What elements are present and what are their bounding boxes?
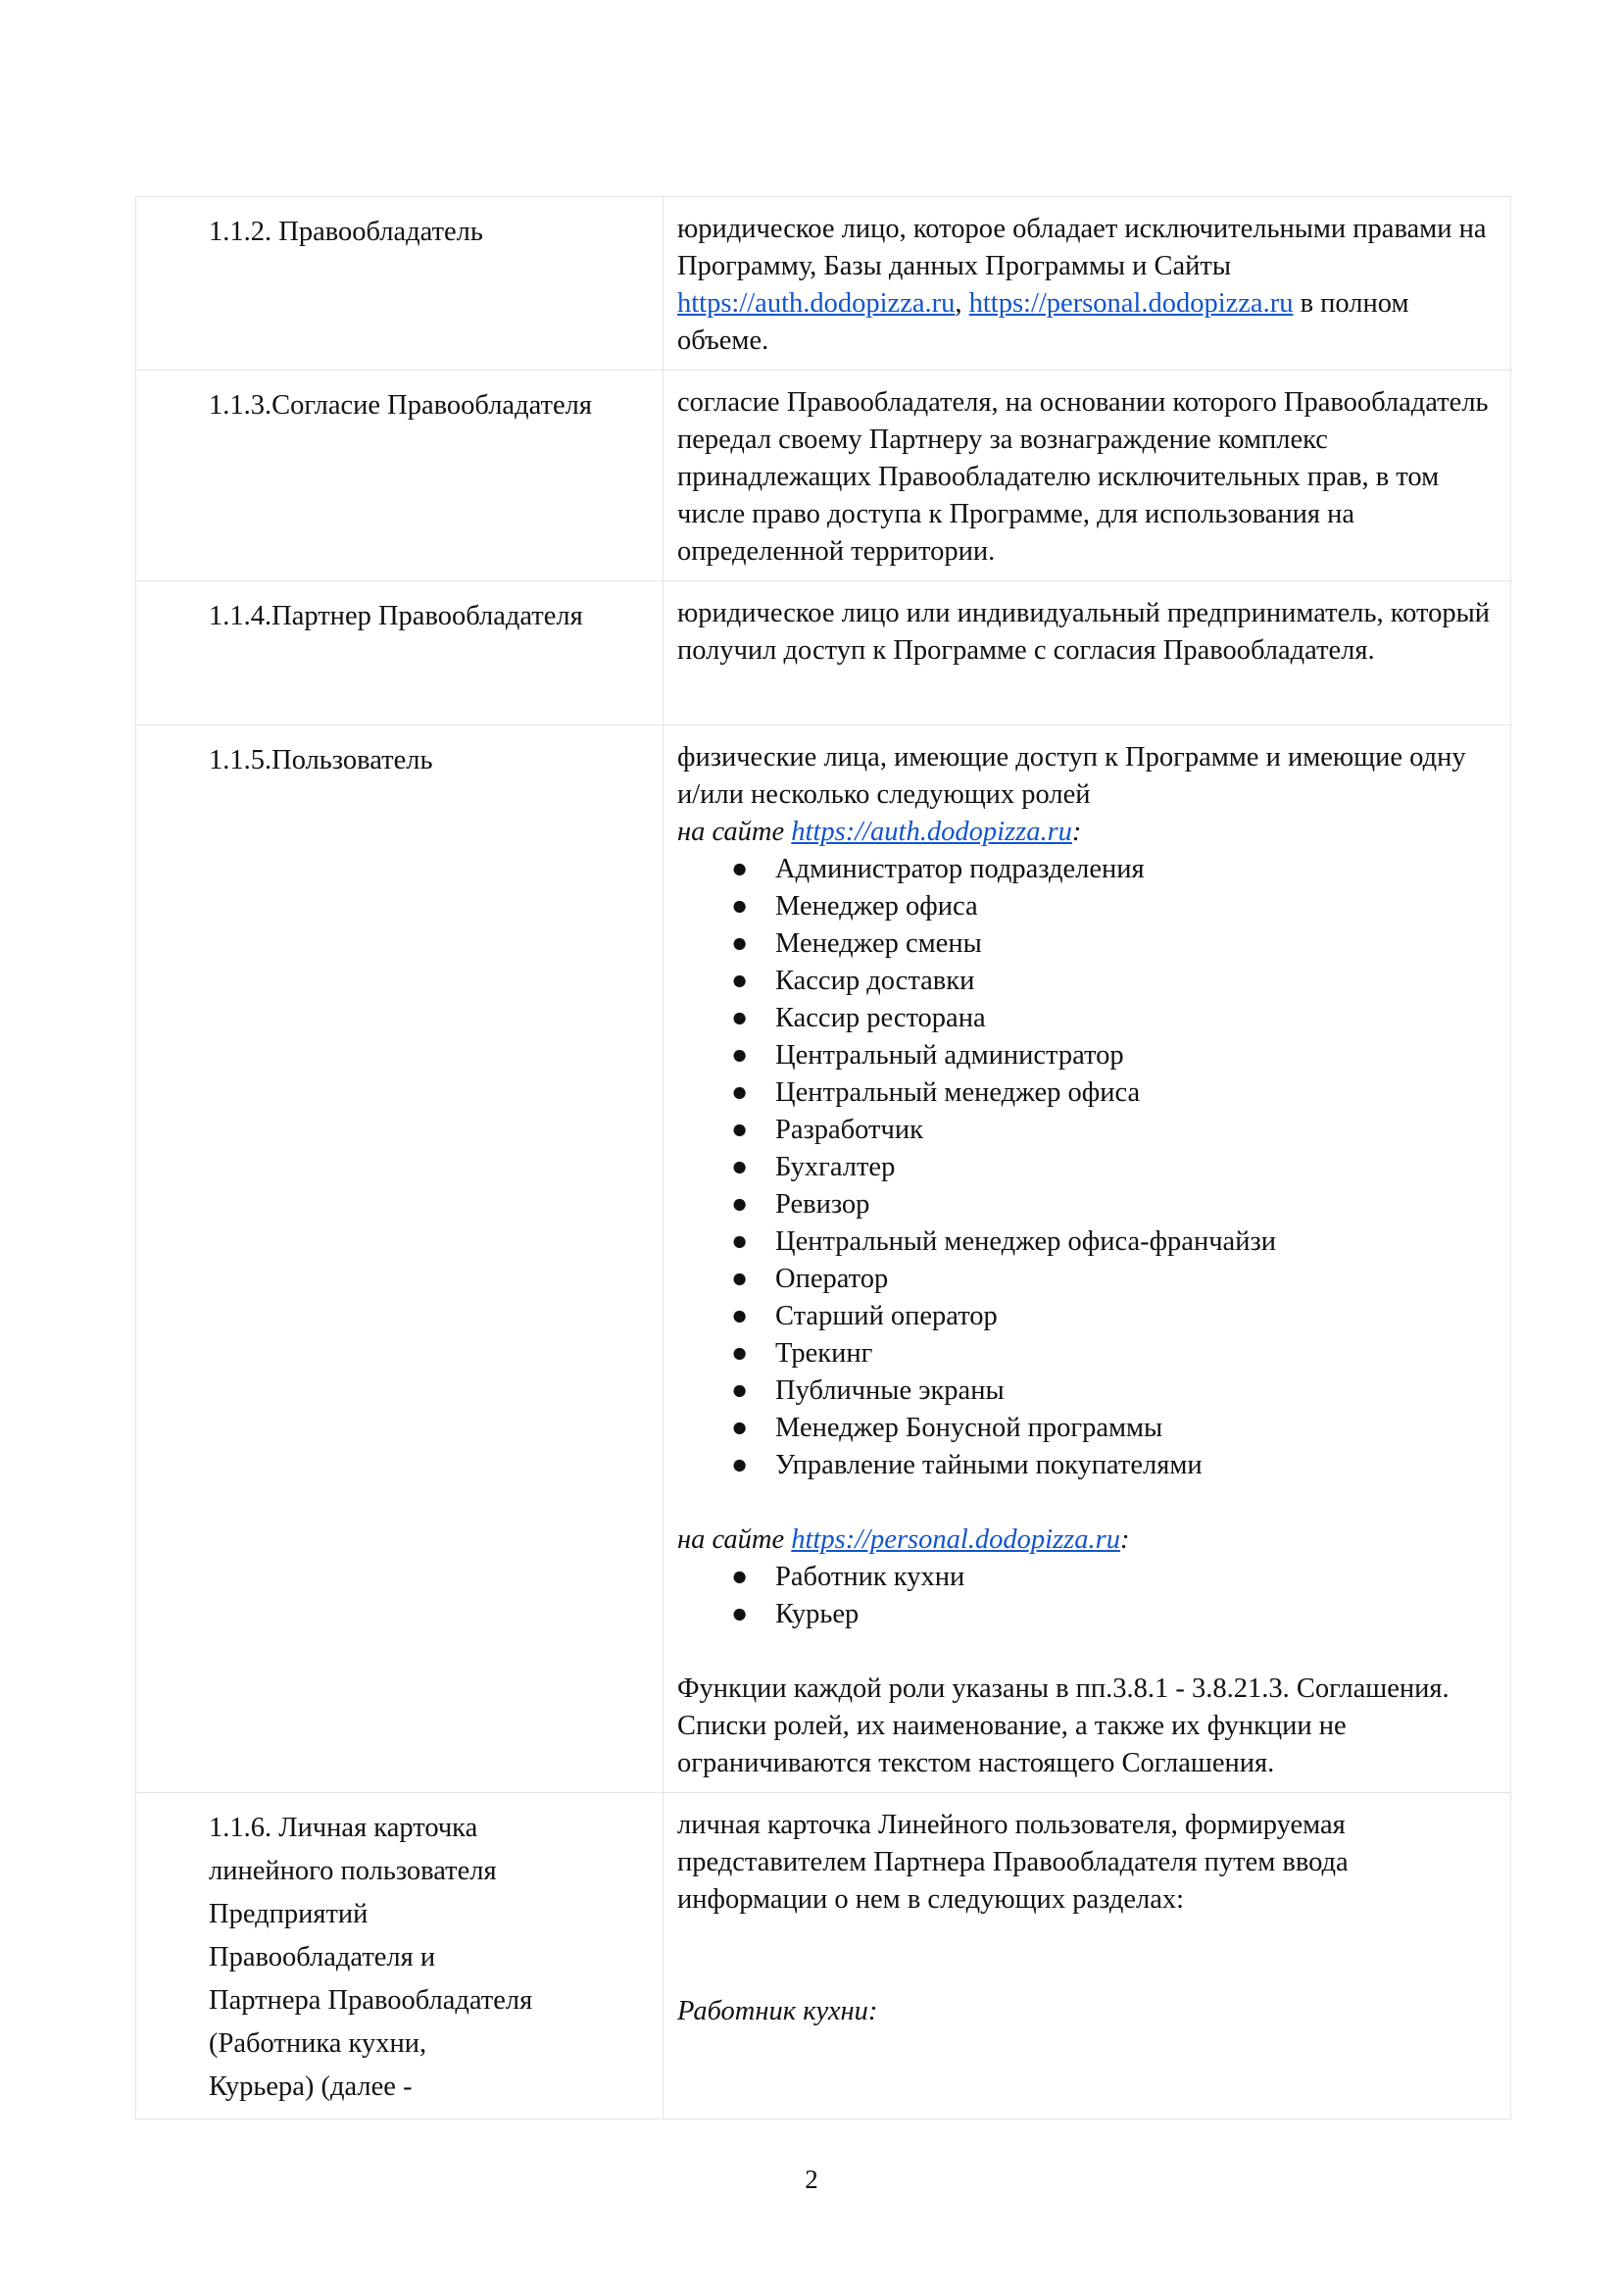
definition-cell: [664, 1793, 1511, 2120]
spacer: [677, 1484, 1495, 1522]
definition-user-intro: физические лица, имеющие доступ к Программе и имеющие одну и/или несколько следующих ролей: [677, 742, 1466, 810]
definition-user-footer: Функции каждой роли указаны в пп.3.8.1 - 3.8.21.3. Соглашения. Списки ролей, их наименование, а также их функции не ограничиваются текстом настоящего Соглашения.: [677, 1673, 1450, 1778]
role-name: Ревизор: [775, 1189, 870, 1220]
site-personal-suffix: :: [1120, 1524, 1130, 1555]
personal-site-link[interactable]: https://personal.dodopizza.ru: [968, 288, 1294, 319]
role-name: Старший оператор: [775, 1301, 998, 1331]
role-name: Оператор: [775, 1264, 889, 1294]
site-auth-suffix: :: [1071, 817, 1082, 847]
bullet-icon: ●: [731, 1152, 749, 1182]
list-item: [677, 888, 1495, 925]
term-cell: [136, 581, 664, 725]
role-name: Работник кухни: [775, 1562, 965, 1592]
list-item: [677, 1335, 1495, 1373]
definition-cell: [664, 371, 1511, 581]
term-cell: [136, 371, 664, 581]
bullet-icon: ●: [731, 966, 749, 996]
term-user: 1.1.5.Пользователь: [209, 745, 433, 775]
definition-cell: [664, 725, 1511, 1793]
bullet-icon: ●: [731, 1450, 749, 1480]
term-cell: [136, 725, 664, 1793]
role-name: Бухгалтер: [775, 1152, 896, 1182]
page-number: 2: [805, 2165, 818, 2194]
role-name: Центральный менеджер офиса: [775, 1077, 1141, 1108]
list-item: [677, 1596, 1495, 1633]
card-subheading: Работник кухни:: [677, 1996, 878, 2026]
spacer: [677, 1633, 1495, 1671]
table-row-card: [136, 1793, 1511, 2120]
role-name: Трекинг: [775, 1338, 873, 1369]
role-name: Кассир ресторана: [775, 1003, 986, 1033]
list-item: [677, 1223, 1495, 1261]
list-item: [677, 1373, 1495, 1410]
spacer: [677, 1956, 1495, 1993]
role-name: Менеджер смены: [775, 928, 982, 959]
list-item: [677, 1186, 1495, 1223]
list-item: [677, 1261, 1495, 1298]
definition-partner-text: юридическое лицо или индивидуальный предприниматель, который получил доступ к Программе с согласия Правообладателя.: [677, 598, 1490, 666]
definition-owner-text: юридическое лицо, которое обладает исключительными правами на Программу, Базы данных Программы и Сайты: [677, 214, 1487, 281]
definition-owner-tail: в полном объеме.: [677, 288, 1409, 356]
role-name: Центральный администратор: [775, 1040, 1124, 1071]
list-item: [677, 1410, 1495, 1447]
site-auth-heading: [677, 814, 1495, 851]
personal-roles-list: [677, 1559, 1495, 1633]
auth-site-link[interactable]: https://auth.dodopizza.ru: [677, 288, 956, 319]
role-name: Разработчик: [775, 1115, 923, 1145]
role-name: Управление тайными покупателями: [775, 1450, 1203, 1480]
term-card-line: Предприятий: [209, 1899, 369, 1929]
term-card-line: линейного пользователя: [209, 1856, 497, 1886]
list-item: [677, 1112, 1495, 1149]
definitions-table: [135, 196, 1511, 2120]
auth-roles-list: [677, 851, 1495, 1484]
list-item: [677, 1149, 1495, 1186]
term-partner: 1.1.4.Партнер Правообладателя: [209, 601, 583, 631]
bullet-icon: ●: [731, 1375, 749, 1406]
list-item: [677, 1074, 1495, 1112]
role-name: Курьер: [775, 1599, 860, 1629]
site-auth-prefix: на сайте: [677, 817, 792, 847]
list-item: [677, 851, 1495, 888]
definition-cell: [664, 581, 1511, 725]
list-item: [677, 1447, 1495, 1484]
role-name: Центральный менеджер офиса-франчайзи: [775, 1226, 1276, 1257]
role-name: Менеджер офиса: [775, 891, 978, 922]
term-card-line: Правообладателя и: [209, 1942, 436, 1972]
table-row-owner: [136, 197, 1511, 371]
list-item: [677, 1559, 1495, 1596]
role-name: Публичные экраны: [775, 1375, 1005, 1406]
personal-site-link[interactable]: https://personal.dodopizza.ru: [791, 1524, 1120, 1555]
role-name: Менеджер Бонусной программы: [775, 1413, 1163, 1443]
term-consent: 1.1.3.Согласие Правообладателя: [209, 390, 592, 421]
bullet-icon: ●: [731, 891, 749, 922]
bullet-icon: ●: [731, 1040, 749, 1071]
link-separator: ,: [955, 288, 969, 319]
site-personal-prefix: на сайте: [677, 1524, 792, 1555]
role-name: Кассир доставки: [775, 966, 975, 996]
bullet-icon: ●: [731, 1562, 749, 1592]
bullet-icon: ●: [731, 1115, 749, 1145]
bullet-icon: ●: [731, 928, 749, 959]
term-card-line: Партнера Правообладателя: [209, 1985, 533, 2016]
bullet-icon: ●: [731, 1189, 749, 1220]
bullet-icon: ●: [731, 1301, 749, 1331]
term-card-line: (Работника кухни,: [209, 2028, 427, 2059]
auth-site-link[interactable]: https://auth.dodopizza.ru: [791, 817, 1072, 847]
bullet-icon: ●: [731, 854, 749, 884]
spacer: [677, 1919, 1495, 1956]
term-owner: 1.1.2. Правообладатель: [209, 217, 483, 247]
term-cell: [136, 1793, 664, 2120]
list-item: [677, 1037, 1495, 1074]
term-card: [209, 1807, 653, 2109]
list-item: [677, 1000, 1495, 1037]
bullet-icon: ●: [731, 1599, 749, 1629]
site-personal-heading: [677, 1522, 1495, 1559]
role-name: Администратор подразделения: [775, 854, 1145, 884]
table-row-partner: [136, 581, 1511, 725]
bullet-icon: ●: [731, 1226, 749, 1257]
list-item: [677, 1298, 1495, 1335]
bullet-icon: ●: [731, 1338, 749, 1369]
bullet-icon: ●: [731, 1077, 749, 1108]
definition-consent-text: согласие Правообладателя, на основании которого Правообладатель передал своему Партнеру за вознаграждение комплекс принадлежащих Правообладателю исключительных прав, в том числе право доступа к Программе, для использования на определенной территории.: [677, 387, 1489, 567]
definition-cell: [664, 197, 1511, 371]
table-row-user: [136, 725, 1511, 1793]
term-card-line: 1.1.6. Личная карточка: [209, 1813, 478, 1843]
term-card-line: Курьера) (далее -: [209, 2071, 413, 2102]
bullet-icon: ●: [731, 1264, 749, 1294]
bullet-icon: ●: [731, 1003, 749, 1033]
list-item: [677, 963, 1495, 1000]
definition-card-text: личная карточка Линейного пользователя, формируемая представителем Партнера Правообладателя путем ввода информации о нем в следующих разделах:: [677, 1810, 1349, 1915]
bullet-icon: ●: [731, 1413, 749, 1443]
term-cell: [136, 197, 664, 371]
table-row-consent: [136, 371, 1511, 581]
list-item: [677, 925, 1495, 963]
